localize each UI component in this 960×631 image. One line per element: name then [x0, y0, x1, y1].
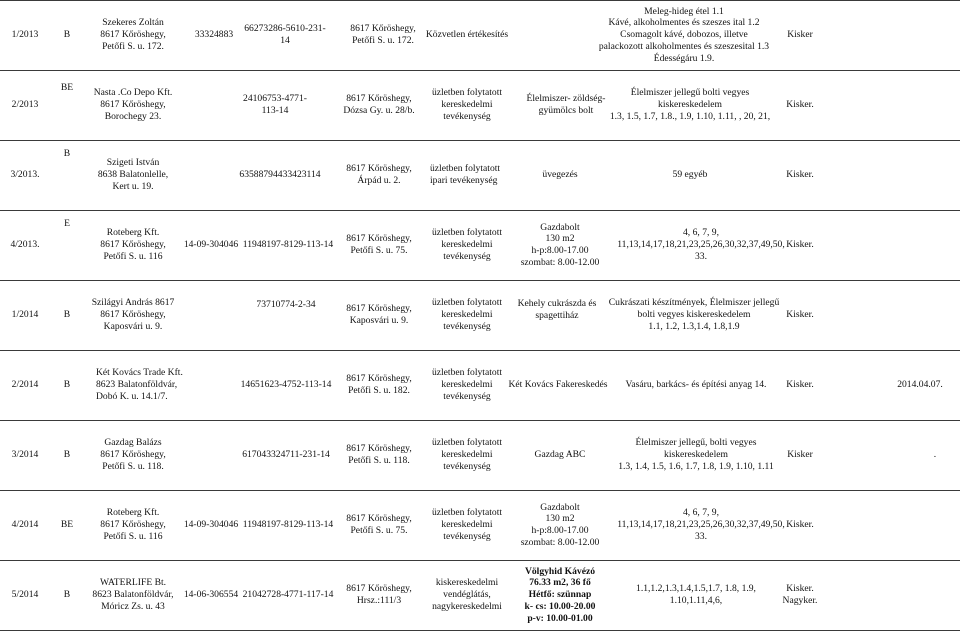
cell-activity: üzletben folytatott kereskedelmi tevékenység — [431, 297, 503, 332]
table-row — [0, 70, 960, 140]
cell-site: 8617 Kőröshegy, Árpád u. 2. — [346, 163, 412, 186]
cell-type: B — [63, 309, 71, 321]
cell-activity: üzletben folytatott kereskedelmi tevékenység — [431, 437, 503, 472]
cell-goods: 1.1,1.2,1.3,1.4,1.5,1.7, 1.8, 1.9, 1.10,1.11,4,6, — [636, 583, 756, 606]
cell-id2: 11948197-8129-113-14 — [242, 519, 334, 531]
cell-registry-number: 3/2013. — [10, 169, 40, 181]
cell-type: B — [63, 379, 71, 391]
cell-id1: 14-09-304046 — [183, 239, 239, 251]
cell-site: 8617 Kőröshegy, Petőfi S. u. 75. — [346, 233, 412, 256]
cell-id2: 14651623-4752-113-14 — [240, 379, 332, 391]
cell-id1: 33324883 — [194, 29, 234, 41]
cell-id2: 11948197-8129-113-14 — [242, 239, 334, 251]
cell-registry-number: 4/2013. — [10, 239, 40, 251]
table-row — [0, 490, 960, 560]
cell-form: Kisker — [787, 29, 813, 41]
cell-goods: Vasáru, barkács- és építési anyag 14. — [625, 379, 767, 391]
cell-extra — [880, 490, 960, 560]
cell-form: Kisker. — [786, 519, 814, 531]
cell-id1 — [184, 350, 244, 420]
cell-id2: 24106753-4771- 113-14 — [243, 93, 307, 116]
cell-form: Kisker. — [786, 309, 814, 321]
cell-form: Kisker. — [786, 239, 814, 251]
cell-goods: Meleg-hideg étel 1.1 Kávé, alkoholmentes és szeszes ital 1.2 Csomagolt kávé, dobozos, illetve palackozott alkoholmentes és szeszesital 1.3 Édességáru 1.9. — [598, 5, 770, 64]
cell-operator: Szekeres Zoltán 8617 Kőröshegy, Petőfi S. u. 172. — [100, 17, 166, 52]
cell-id1 — [184, 420, 244, 490]
cell-operator: Szilágyi András 8617 8617 Kőröshegy, Kaposvári u. 9. — [91, 297, 175, 332]
cell-operator: WATERLIFE Bt. 8623 Balatonföldvár, Móricz Zs. u. 43 — [92, 577, 174, 612]
cell-extra — [880, 210, 960, 280]
cell-id2: 73710774-2-34 — [256, 299, 316, 311]
cell-extra — [880, 280, 960, 350]
cell-id1 — [184, 280, 244, 350]
cell-site: 8617 Kőröshegy, Petőfi S. u. 118. — [346, 443, 412, 466]
cell-registry-number: 1/2014 — [11, 309, 39, 321]
table-row — [0, 280, 960, 350]
cell-type: E — [64, 218, 70, 230]
cell-site: 8617 Kőröshegy, Hrsz.:111/3 — [346, 583, 412, 606]
cell-extra — [880, 560, 960, 630]
cell-registry-number: 1/2013 — [11, 29, 39, 41]
table-row — [0, 560, 960, 630]
cell-activity: Közvetlen értékesítés — [425, 29, 509, 41]
cell-type: B — [63, 589, 71, 601]
cell-registry-number: 2/2014 — [11, 379, 39, 391]
cell-unit: Gazdabolt 130 m2 h-p:8.00-17.00 szombat: 8.00-12.00 — [520, 221, 600, 268]
cell-goods: 59 egyéb — [672, 169, 708, 181]
cell-goods: Élelmiszer jellegű, bolti vegyes kiskereskedelem 1.3, 1.4, 1.5, 1.6, 1.7, 1.8, 1.9, 1.10, 1.11 — [618, 437, 774, 472]
cell-site: 8617 Kőröshegy, Dózsa Gy. u. 28/b. — [343, 93, 415, 116]
cell-type: B — [63, 29, 71, 41]
cell-form: Kisker. — [786, 169, 814, 181]
cell-unit: Két Kovács Fakereskedés — [508, 379, 608, 391]
cell-operator: Roteberg Kft. 8617 Kőröshegy, Petőfi S. u. 116 — [100, 227, 166, 262]
cell-id1: 14-09-304046 — [183, 519, 239, 531]
cell-form: Kisker. Nagyker. — [782, 583, 818, 606]
cell-site: 8617 Kőröshegy, Kaposvári u. 9. — [346, 303, 412, 326]
cell-operator: Roteberg Kft. 8617 Kőröshegy, Petőfi S. u. 116 — [100, 507, 166, 542]
cell-activity: üzletben folytatott kereskedelmi tevékenység — [431, 87, 503, 122]
cell-unit: Kehely cukrászda és spagettiház — [517, 298, 597, 321]
cell-extra — [880, 70, 960, 140]
cell-id2: 66273286-5610-231-14 — [244, 23, 326, 46]
cell-extra — [880, 0, 960, 70]
cell-id2: 617043324711-231-14 — [242, 449, 330, 461]
cell-type: B — [63, 449, 71, 461]
cell-activity: üzletben folytatott kereskedelmi tevékenység — [431, 227, 503, 262]
cell-type: B — [63, 148, 71, 160]
cell-unit: Gazdabolt 130 m2 h-p:8.00-17.00 szombat: 8.00-12.00 — [520, 501, 600, 548]
cell-extra: 2014.04.07. — [897, 379, 943, 391]
cell-activity: üzletben folytatott ipari tevékenység — [430, 163, 501, 186]
cell-registry-number: 5/2014 — [11, 589, 39, 601]
cell-operator: Szigeti István 8638 Balatonlelle, Kert u. 19. — [97, 157, 169, 192]
table-row — [0, 420, 960, 490]
cell-type: BE — [60, 519, 74, 531]
cell-site: 8617 Kőröshegy, Petőfi S. u. 75. — [346, 513, 412, 536]
cell-extra — [880, 140, 960, 210]
cell-site: 8617 Kőröshegy, Petőfi S. u. 172. — [350, 23, 416, 46]
cell-goods: Élelmiszer jellegű bolti vegyes kiskereskedelem 1.3, 1.5, 1.7, 1.8., 1.9, 1.10, 1.11, , 20, 21, — [609, 87, 771, 122]
cell-operator: Nasta .Co Depo Kft. 8617 Kőröshegy, Borochegy 23. — [93, 87, 173, 122]
cell-activity: üzletben folytatott kereskedelmi tevékenység — [431, 367, 503, 402]
cell-type: BE — [60, 82, 74, 93]
cell-unit: Völgyhid Kávézó 76.33 m2, 36 fő Hétfő: szünnap k- cs: 10.00-20.00 p-v: 10.00-01.00 — [524, 565, 596, 624]
cell-operator: Két Kovács Trade Kft. 8623 Balatonföldvár, Dobó K. u. 14.1/7. — [96, 367, 183, 402]
cell-form: Kisker. — [786, 99, 814, 111]
cell-goods: Cukrászati készítmények, Élelmiszer jellegű bolti vegyes kiskereskedelem 1.1, 1.2, 1.3,1.4, 1.8,1.9 — [608, 297, 780, 332]
cell-operator: Gazdag Balázs 8617 Kőröshegy, Petőfi S. u. 118. — [100, 437, 166, 472]
cell-goods: 4, 6, 7, 9, 11,13,14,17,18,21,23,25,26,30,32,37,49,50, 33. — [617, 507, 785, 542]
cell-unit: Élelmiszer- zöldség- gyümölcs bolt — [526, 93, 606, 116]
table-row — [0, 0, 960, 70]
cell-id2: 63588794433423114 — [239, 169, 321, 181]
cell-extra: . — [933, 449, 937, 461]
cell-registry-number: 2/2013 — [11, 99, 39, 111]
cell-registry-number: 4/2014 — [11, 519, 39, 531]
cell-goods: 4, 6, 7, 9, 11,13,14,17,18,21,23,25,26,30,32,37,49,50, 33. — [617, 227, 785, 262]
cell-unit: Gazdag ABC — [534, 449, 586, 461]
cell-activity: kiskereskedelmi vendéglátás, nagykereskedelmi — [432, 577, 502, 612]
cell-id2: 21042728-4771-117-14 — [242, 589, 334, 601]
cell-unit: üvegezés — [542, 169, 578, 181]
cell-registry-number: 3/2014 — [11, 449, 39, 461]
cell-form: Kisker — [787, 449, 813, 461]
cell-site: 8617 Kőröshegy, Petőfi S. u. 182. — [346, 373, 412, 396]
table-row — [0, 350, 960, 420]
cell-id1: 14-06-306554 — [183, 589, 239, 601]
table-row — [0, 210, 960, 280]
cell-form: Kisker. — [786, 379, 814, 391]
table-row — [0, 140, 960, 210]
cell-activity: üzletben folytatott kereskedelmi tevékenység — [431, 507, 503, 542]
